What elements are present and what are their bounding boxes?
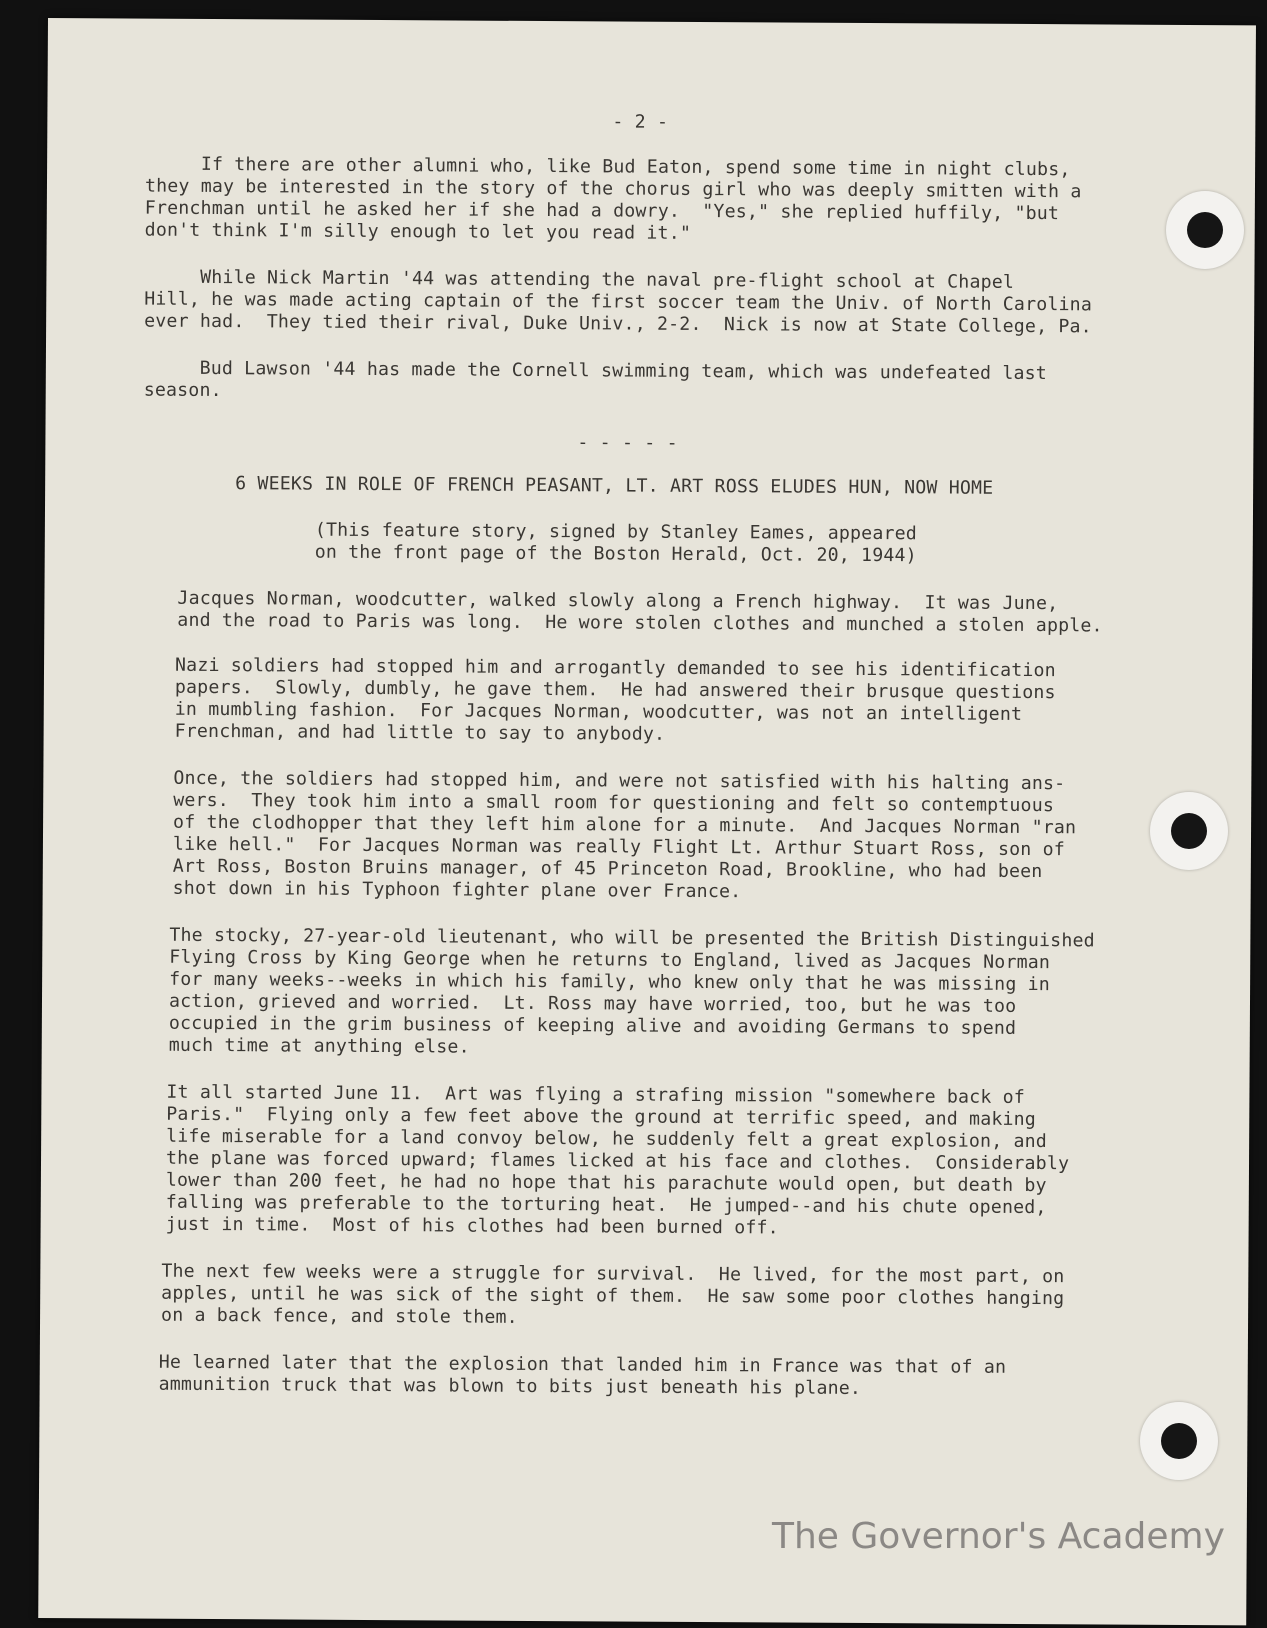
text-line: just in time. Most of his clothes had been burned off.	[165, 1213, 779, 1239]
page-number: - 2 -	[612, 111, 669, 133]
text-line: apples, until he was sick of the sight of them. He saw some poor clothes hanging	[161, 1282, 1065, 1310]
text-line: Paris." Flying only a few feet above the ground at terrific speed, and making	[166, 1103, 1037, 1131]
watermark: The Governor's Academy	[772, 1516, 1225, 1557]
text-line: and the road to Paris was long. He wore stolen clothes and munched a stolen apple.	[177, 609, 1103, 637]
text-line: the plane was forced upward; flames licked at his face and clothes. Considerably	[165, 1147, 1070, 1175]
story-headline: 6 WEEKS IN ROLE OF FRENCH PEASANT, LT. ART ROSS ELUDES HUN, NOW HOME	[235, 473, 994, 499]
text-line: wers. They took him into a small room for questioning and felt so contemptuous	[173, 789, 1055, 817]
text-line: The stocky, 27-year-old lieutenant, who will be presented the British Distinguished	[169, 924, 1095, 952]
text-line: much time at anything else.	[168, 1034, 470, 1058]
text-line: Art Ross, Boston Bruins manager, of 45 Princeton Road, Brookline, who had been	[172, 855, 1043, 883]
text-line: He learned later that the explosion that landed him in France was that of an	[158, 1351, 1007, 1378]
text-line: Hill, he was made acting captain of the first soccer team the Univ. of North Carolina	[144, 288, 1093, 316]
text-line: like hell." For Jacques Norman was really Flight Lt. Arthur Stuart Ross, son of	[172, 833, 1065, 861]
punch-hole-bottom	[1140, 1402, 1218, 1480]
text-line: Once, the soldiers had stopped him, and were not satisfied with his halting ans-	[173, 767, 1066, 795]
text-line: falling was preferable to the torturing heat. He jumped--and his chute opened,	[165, 1191, 1047, 1219]
text-line: for many weeks--weeks in which his family, who knew only that he was missing in	[169, 968, 1051, 996]
document-page	[38, 18, 1256, 1625]
text-line: Flying Cross by King George when he returns to England, lived as Jacques Norman	[169, 946, 1051, 974]
text-line: It all started June 11. Art was flying a strafing mission "somewhere back of	[166, 1081, 1026, 1108]
text-line: The next few weeks were a struggle for survival. He lived, for the most part, on	[161, 1260, 1065, 1288]
text-line: papers. Slowly, dumbly, he gave them. He had answered their brusque questions	[174, 676, 1056, 704]
text-line: action, grieved and worried. Lt. Ross may have worried, too, but he was too	[168, 990, 1017, 1017]
text-line: life miserable for a land convoy below, he suddenly felt a great explosion, and	[166, 1125, 1048, 1153]
punch-hole-middle	[1150, 792, 1228, 870]
text-line: Jacques Norman, woodcutter, walked slowly along a French highway. It was June,	[177, 587, 1059, 615]
section-separator: - - - - -	[577, 432, 678, 454]
text-line: shot down in his Typhoon fighter plane over France.	[172, 877, 742, 903]
text-line: Bud Lawson '44 has made the Cornell swimming team, which was undefeated last	[143, 357, 1048, 385]
text-line: they may be interested in the story of the chorus girl who was deeply smitten with a	[144, 175, 1082, 203]
text-line: on a back fence, and stole them.	[161, 1304, 518, 1328]
text-line: occupied in the grim business of keeping alive and avoiding Germans to spend	[168, 1012, 1017, 1039]
text-line: lower than 200 feet, he had no hope that his parachute would open, but death by	[165, 1169, 1047, 1197]
text-line: If there are other alumni who, like Bud Eaton, spend some time in night clubs,	[145, 153, 1071, 181]
paragraph-bud-eaton	[48, 18, 1256, 244]
text-line: Frenchman, and had little to say to anybody.	[174, 720, 666, 745]
text-line: season.	[143, 379, 222, 402]
text-line: ever had. They tied their rival, Duke Univ., 2-2. Nick is now at State College, Pa.	[144, 310, 1092, 338]
text-line: of the clodhopper that they left him alone for a minute. And Jacques Norman "ran	[173, 811, 1077, 839]
text-line: (This feature story, signed by Stanley Eames, appeared	[314, 519, 918, 545]
text-line: While Nick Martin '44 was attending the naval pre-flight school at Chapel	[144, 266, 1015, 293]
text-line: on the front page of the Boston Herald, Oct. 20, 1944)	[314, 541, 917, 567]
text-line: Nazi soldiers had stopped him and arrogantly demanded to see his identification	[174, 654, 1056, 682]
text-line: ammunition truck that was blown to bits just beneath his plane.	[158, 1373, 862, 1399]
text-line: don't think I'm silly enough to let you read it."	[144, 219, 692, 244]
punch-hole-top	[1166, 191, 1244, 269]
text-line: in mumbling fashion. For Jacques Norman, woodcutter, was not an intelligent	[174, 698, 1023, 725]
text-line: Frenchman until he asked her if she had a dowry. "Yes," she replied huffily, "but	[144, 197, 1060, 225]
